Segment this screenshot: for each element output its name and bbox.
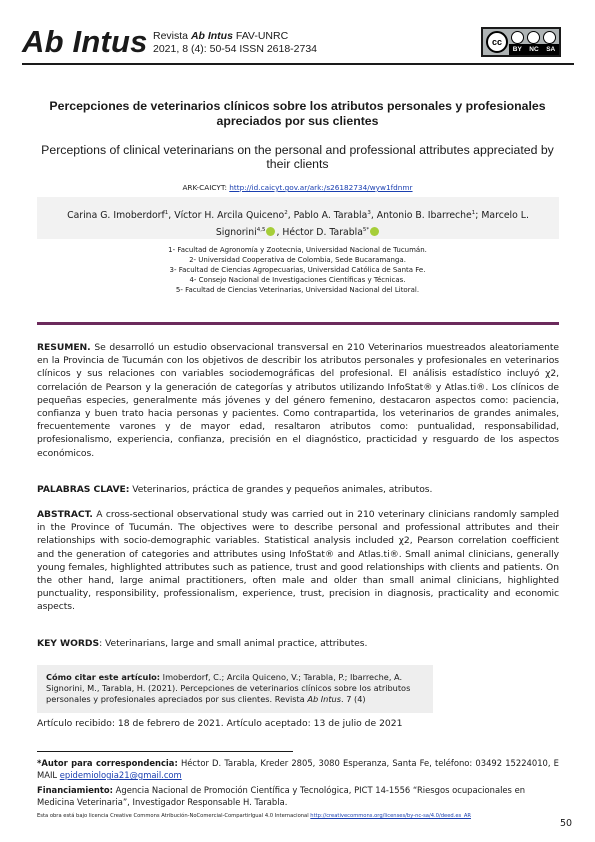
funding-text: Agencia Nacional de Promoción Científica y Tecnológica, PICT 14-1556 “Riesgos ocupacionales en Medicina Veterinaria”, Investigador Responsable H. Tarabla. xyxy=(37,785,526,807)
palabras-clave-paragraph xyxy=(37,483,559,496)
correspondence-email-link[interactable]: epidemiologia21@gmail.com xyxy=(59,770,182,780)
resumen-label: RESUMEN. xyxy=(37,342,91,353)
cc-by-label: BY xyxy=(512,46,522,53)
citation-text xyxy=(46,672,428,706)
correspondence-label: *Autor para correspondencia: xyxy=(37,758,178,768)
affiliation-line: 1- Facultad de Agronomía y Zootecnia, Universidad Nacional de Tucumán. xyxy=(168,246,427,254)
author-name: ; Marcelo L. Signorini xyxy=(215,210,529,239)
journal-meta xyxy=(153,30,317,56)
affiliations xyxy=(40,245,555,295)
journal-logo: Ab Intus xyxy=(22,24,148,59)
key-words-label: KEY WORDS xyxy=(37,638,100,649)
cc-icon: cc xyxy=(486,31,508,53)
author-name: , Antonio B. Ibarreche xyxy=(370,210,472,222)
palabras-clave-label: PALABRAS CLAVE: xyxy=(37,484,130,495)
ark-label: ARK-CAICYT: xyxy=(182,183,230,192)
cc-terms-strip xyxy=(509,44,559,55)
attribution-icon xyxy=(511,31,524,44)
correspondence-note xyxy=(37,757,559,781)
ark-identifier xyxy=(40,183,555,192)
resumen-paragraph xyxy=(37,341,559,460)
citation-suffix: . 7 (4) xyxy=(341,694,366,705)
author-list xyxy=(56,206,540,240)
funding-note xyxy=(37,785,559,808)
journal-meta-name: Ab Intus xyxy=(190,30,233,42)
resumen-text: Se desarrolló un estudio observacional transversal en 210 Veterinarios muestreados aleatoriamente en la Provincia de Tucumán con los objetivos de describir los atributos personales y profesionales en veterinarios clínicos y sus relaciones con variables sociodemográficas del profesional. El análisis estadístico incluyó χ2, correlación de Pearson y la generación de categorías y atributos utilizando InfoStat® y Atlas.ti®. Los clínicos de pequeñas especies, generalmente más jóvenes y del género femenino, destacaron aspectos como: paciencia, confianza y buen trato hacia personas y pacientes. Como contrapartida, los veterinarios de grandes animales, frecuentemente varones y de mayor edad, resaltaron atributos como: puntualidad, responsabilidad, profesionalismo, experiencia, confianza, precisión en el diagnóstico, practicidad y resguardo de los aspectos económicos. xyxy=(37,342,559,459)
noncommercial-icon xyxy=(527,31,540,44)
orcid-icon[interactable] xyxy=(266,227,275,236)
header-divider xyxy=(22,63,574,65)
citation-body: Imoberdorf, C.; Arcila Quiceno, V.; Tarabla, P.; Ibarreche, A. Signorini, M., Tarabla, H. (2021). Percepciones de veterinarios clínicos sobre los atributos personales y profesionales apreciados por sus clientes. Revista xyxy=(46,672,411,705)
key-words-paragraph xyxy=(37,637,559,650)
affiliation-line: 3- Facultad de Ciencias Agropecuarias, Universidad Católica de Santa Fe. xyxy=(169,266,426,274)
author-affiliation-mark: 1 xyxy=(164,210,169,216)
abstract-label: ABSTRACT. xyxy=(37,509,93,520)
cc-license-badge[interactable] xyxy=(481,27,561,57)
author-name: , Pablo A. Tarabla xyxy=(287,210,368,222)
affiliation-line: 2- Universidad Cooperativa de Colombia, Sede Bucaramanga. xyxy=(189,256,406,264)
correspondence-text: Héctor D. Tarabla, Kreder 2805, 3080 Esperanza, Santa Fe, teléfono: 03492 15224010, E MAIL xyxy=(37,758,559,780)
journal-issue-line: 2021, 8 (4): 50-54 ISSN 2618-2734 xyxy=(153,43,318,55)
author-affiliation-mark: 1 xyxy=(471,210,476,216)
orcid-icon[interactable] xyxy=(370,227,379,236)
author-name: , Héctor D. Tarabla xyxy=(276,227,363,239)
ark-link[interactable]: http://id.caicyt.gov.ar/ark:/s26182734/wyw1fdnmr xyxy=(229,183,413,192)
license-link[interactable]: http://creativecommons.org/licenses/by-nc-sa/4.0/deed.es_AR xyxy=(310,813,471,819)
abstract-text: A cross-sectional observational study was carried out in 210 veterinary clinicians randomly sampled in the Province of Tucumán. The objectives were to describe personal and professional attributes and their relationships with socio-demographic variables. Statistical analysis included χ2, Pearson correlation coefficient and the generation of categories and attributes using InfoStat® and Atlas.ti®. Small animal clinicians, generally young females, highlighted attributes such as patience, trust and good relationships with clients and patients. On the other hand, large animal practitioners, often male and older than small animal clinicians, highlighted punctuality, responsibility, professionalism, experience, trust, precision in diagnosis, practicality and economic aspects. xyxy=(37,509,559,613)
author-affiliation-mark: 4,5 xyxy=(256,227,266,234)
license-note xyxy=(37,813,549,819)
article-dates: Artículo recibido: 18 de febrero de 2021. Artículo aceptado: 13 de julio de 2021 xyxy=(37,718,403,729)
title-english: Perceptions of clinical veterinarians on the personal and professional attributes appreciated by their clients xyxy=(41,143,554,171)
citation-label: Cómo citar este artículo: xyxy=(46,672,161,682)
key-words-text: : Veterinarians, large and small animal practice, attributes. xyxy=(99,638,368,649)
page-number: 50 xyxy=(560,818,573,829)
author-name: , Víctor H. Arcila Quiceno xyxy=(168,210,285,222)
citation-journal: Ab Intus xyxy=(307,694,342,705)
author-affiliation-mark: 2 xyxy=(284,210,288,216)
cc-sa-label: SA xyxy=(546,46,556,53)
section-divider xyxy=(37,322,559,325)
sharealike-icon xyxy=(543,31,556,44)
palabras-clave-text: Veterinarios, práctica de grandes y pequeños animales, atributos. xyxy=(129,484,433,495)
affiliation-line: 5- Facultad de Ciencias Veterinarias, Universidad Nacional del Litoral. xyxy=(175,286,420,294)
author-name: Carina G. Imoberdorf xyxy=(67,210,165,222)
author-affiliation-mark: 3 xyxy=(367,210,371,216)
journal-meta-prefix: Revista xyxy=(153,30,191,42)
cc-nc-label: NC xyxy=(529,46,539,53)
title-spanish: Percepciones de veterinarios clínicos sobre los atributos personales y profesionales apreciados por sus clientes xyxy=(49,99,546,128)
affiliation-line: 4- Consejo Nacional de Investigaciones Científicas y Técnicas. xyxy=(189,276,406,284)
author-affiliation-mark: 5* xyxy=(362,227,370,234)
journal-meta-suffix: FAV-UNRC xyxy=(232,30,289,42)
abstract-paragraph xyxy=(37,508,559,614)
license-text: Esta obra está bajo licencia Creative Commons Atribución-NoComercial-CompartirIgual 4.0 Internacional xyxy=(37,813,311,819)
footnote-divider xyxy=(37,751,293,752)
funding-label: Financiamiento: xyxy=(37,785,114,795)
